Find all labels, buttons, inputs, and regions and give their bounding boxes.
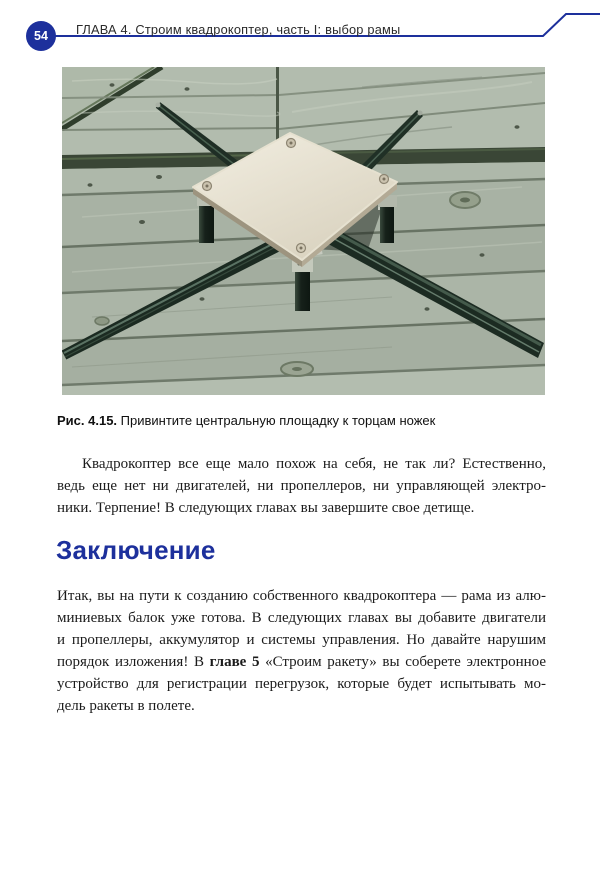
figure-caption — [57, 413, 546, 428]
figure-caption-label: Рис. 4.15. — [57, 413, 118, 428]
chapter-header: ГЛАВА 4. Строим квадрокоптер, часть I: выбор рамы — [76, 22, 401, 37]
text-line: Итак, вы на пути к созданию собственного квадрокоптера — рама из алю- — [57, 588, 546, 604]
figure-caption-text: Привинтите центральную площадку к торцам ножек — [117, 413, 436, 428]
text-line: порядок изложения! В главе 5 «Строим ракету» вы соберете электронное — [57, 654, 546, 670]
paragraph-1 — [57, 453, 546, 519]
paragraph-2 — [57, 585, 546, 717]
text-line: миниевых балок уже готова. В следующих главах вы добавите двигатели — [57, 610, 546, 626]
text-line: Квадрокоптер все еще мало похож на себя, не так ли? Естественно, — [82, 456, 546, 472]
section-heading-conclusion: Заключение — [56, 535, 216, 565]
wood-knot — [281, 362, 313, 376]
page-number: 54 — [34, 29, 48, 43]
wood-knot — [95, 317, 109, 325]
figure-photo — [62, 67, 545, 395]
text-line: устройство для регистрации перегрузок, которые будет испытывать мо- — [57, 676, 546, 692]
wood-knot — [450, 192, 480, 208]
text-line: ники. Терпение! В следующих главах вы завершите свое детище. — [57, 500, 475, 516]
page-number-badge — [26, 21, 56, 51]
text-line: дель ракеты в полете. — [57, 698, 195, 714]
text-line: и пропеллеры, аккумулятор и системы управления. Но давайте нарушим — [57, 632, 546, 648]
text-line: ведь еще нет ни двигателей, ни пропеллеров, ни управляющей электро- — [57, 478, 546, 494]
